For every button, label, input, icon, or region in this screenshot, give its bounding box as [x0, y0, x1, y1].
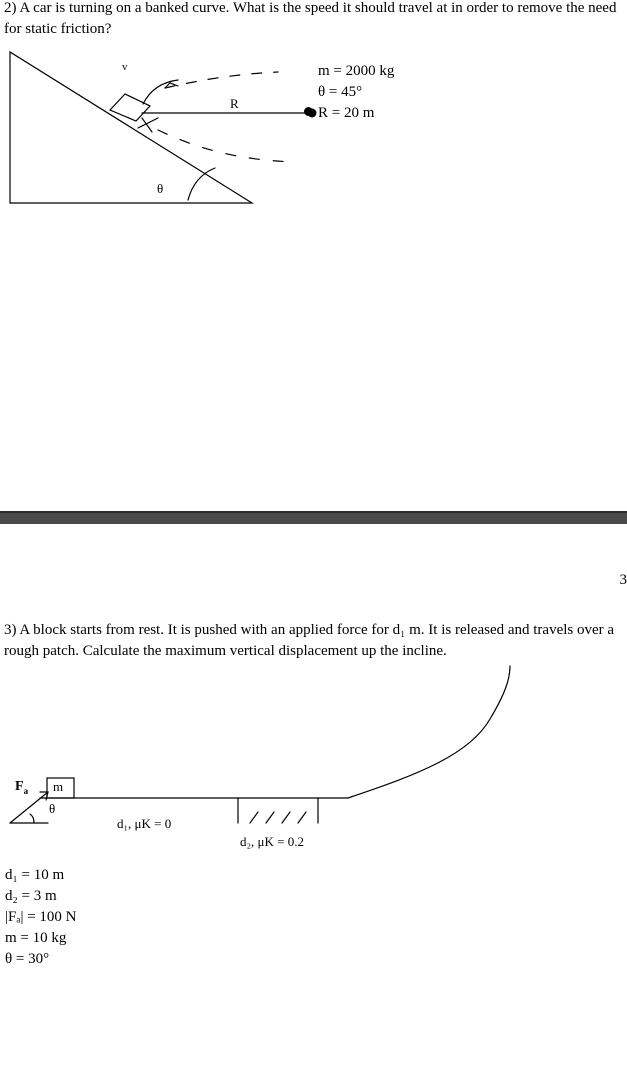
- segment1-label: d₁, μK = 0: [117, 816, 172, 831]
- problem-2-page: [0, 0, 627, 512]
- given-mass: m = 2000 kg: [318, 63, 395, 79]
- incline-triangle: [10, 52, 252, 203]
- problem-2-statement: 2) A car is turning on a banked curve. What is the speed it should travel at in order to remove the need for static friction?: [4, 0, 617, 37]
- problem-2-givens: [318, 61, 394, 124]
- force-label: $F_a$: [15, 779, 29, 796]
- given-mass: m = 10 kg: [5, 930, 67, 946]
- problem-3-page: [0, 524, 627, 1080]
- radius-label: R: [230, 96, 239, 111]
- page-divider: [0, 511, 627, 524]
- velocity-label: v: [122, 61, 128, 73]
- rough-patch: [238, 798, 318, 823]
- page-number: 3: [619, 572, 627, 588]
- theta-arc: [188, 168, 215, 200]
- given-force: |Fₐ| = 100 N: [5, 909, 77, 925]
- banked-curve-diagram: [0, 0, 627, 215]
- theta-label: θ: [157, 181, 164, 196]
- problem-3-statement: 3) A block starts from rest. It is pushed with an applied force for d₁ m. It is released and travels over a rough patch. Calculate the maximum vertical displacement up the incline.: [4, 622, 615, 659]
- center-bullet-icon: [304, 107, 313, 116]
- mass-label: m: [53, 779, 64, 794]
- given-radius: R = 20 m: [318, 103, 394, 124]
- theta-label: θ: [49, 801, 56, 816]
- given-d2: d₂ = 3 m: [5, 888, 57, 904]
- incline-ramp-diagram: [0, 524, 627, 864]
- curve-path-top: [165, 72, 278, 88]
- car-box: [110, 94, 150, 121]
- given-d1: d₁ = 10 m: [5, 867, 65, 883]
- segment2-label: d₂, μK = 0.2: [240, 834, 304, 849]
- given-angle: θ = 45°: [318, 84, 363, 100]
- problem-3-givens: [5, 865, 77, 970]
- incline-curve: [348, 666, 510, 798]
- given-angle: θ = 30°: [5, 951, 50, 967]
